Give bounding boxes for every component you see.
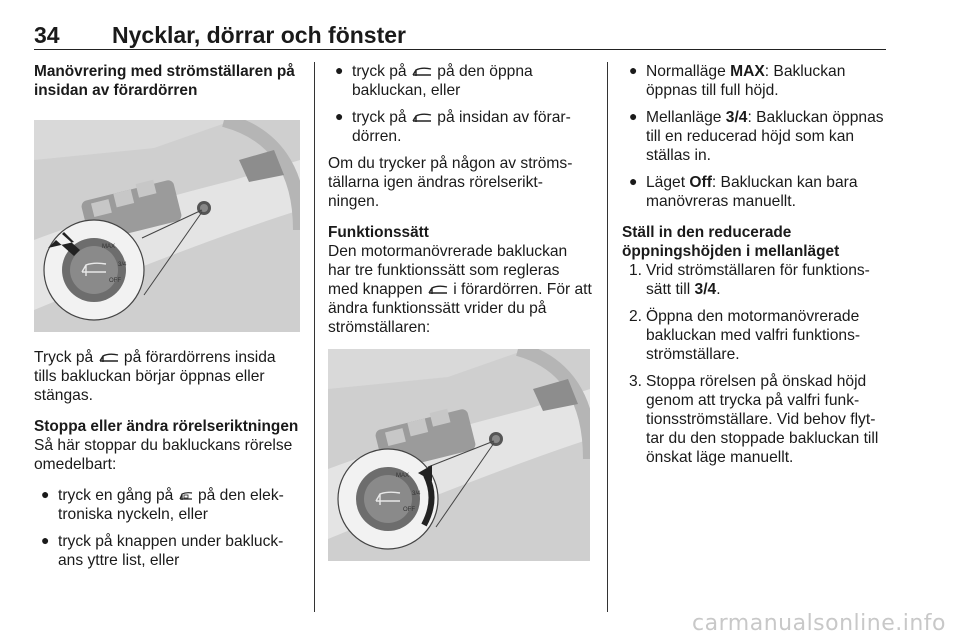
tailgate-icon [98,352,120,364]
switch-label: OFF [109,278,121,284]
column-3 [622,62,892,475]
tailgate-icon [427,284,449,296]
page-title: Nycklar, dörrar och fönster [112,22,406,48]
section-heading: Manövrering med strömställaren på insidan av förardörren [34,63,295,99]
list-item: ● Mellanläge 3/4: Bakluckan öppnas till en reducerad höjd som kan ställas in. [629,108,884,164]
mode-switch-illustration [328,349,590,561]
section-heading: Funktionssätt [328,224,429,241]
page-number: 34 [34,22,60,48]
tailgate-icon [411,112,433,124]
list-item: ● tryck på på den öppna bakluckan, eller [335,62,533,99]
watermark: carmanualsonline.info [692,611,946,636]
paragraph: Om du trycker på någon av ströms- tällarna igen ändras rörelserikt- ningen. [328,155,573,210]
column-divider [314,62,315,612]
switch-label: 3/4 [118,262,127,268]
list-item: ● Normalläge MAX: Bakluckan öppnas till full höjd. [629,62,846,99]
section-heading: Stoppa eller ändra rörelseriktningen [34,418,299,435]
switch-label: OFF [403,507,415,513]
numbered-step: 2. Öppna den motormanövrerade bakluckan med valfri funktions- strömställare. [629,308,861,363]
tailgate-icon [411,66,433,78]
switch-label: 3/4 [412,491,421,497]
page-header [34,22,886,50]
numbered-step: 3. Stoppa rörelsen på önskad höjd genom att trycka på valfri funk- tionsströmställare. Vid behov flyt- tar du den stoppade bakluckan till önskat läge manuellt. [629,373,879,466]
list-item: ● Läget Off: Bakluckan kan bara manövreras manuellt. [629,173,858,210]
paragraph: Tryck på på förardörrens insida tills bakluckan börjar öppnas eller stängas. [34,349,276,404]
column-2 [328,62,594,561]
switch-label: MAX [396,473,410,479]
section-heading: Ställ in den reducerade öppningshöjden i mellanläget [622,224,840,260]
list-item: ● tryck på knappen under bakluck- ans yttre list, eller [41,532,284,569]
numbered-step: 1. Vrid strömställaren för funktions- sätt till 3/4. [629,262,870,298]
column-1 [34,62,300,578]
list-item: ● tryck på på insidan av förar- dörren. [335,108,571,145]
column-divider [607,62,608,612]
door-switch-illustration [34,120,300,332]
paragraph: Så här stoppar du bakluckans rörelse omedelbart: [34,437,293,473]
list-item: ● tryck en gång på på den elek- troniska nyckeln, eller [41,486,284,523]
key-tailgate-icon [178,490,194,502]
switch-label: MAX [102,244,116,250]
paragraph: Den motormanövrerade bakluckan har tre funktionssätt som regleras med knappen i förardörren. För att ändra funktionssätt vrider du på strömställaren: [328,243,592,336]
